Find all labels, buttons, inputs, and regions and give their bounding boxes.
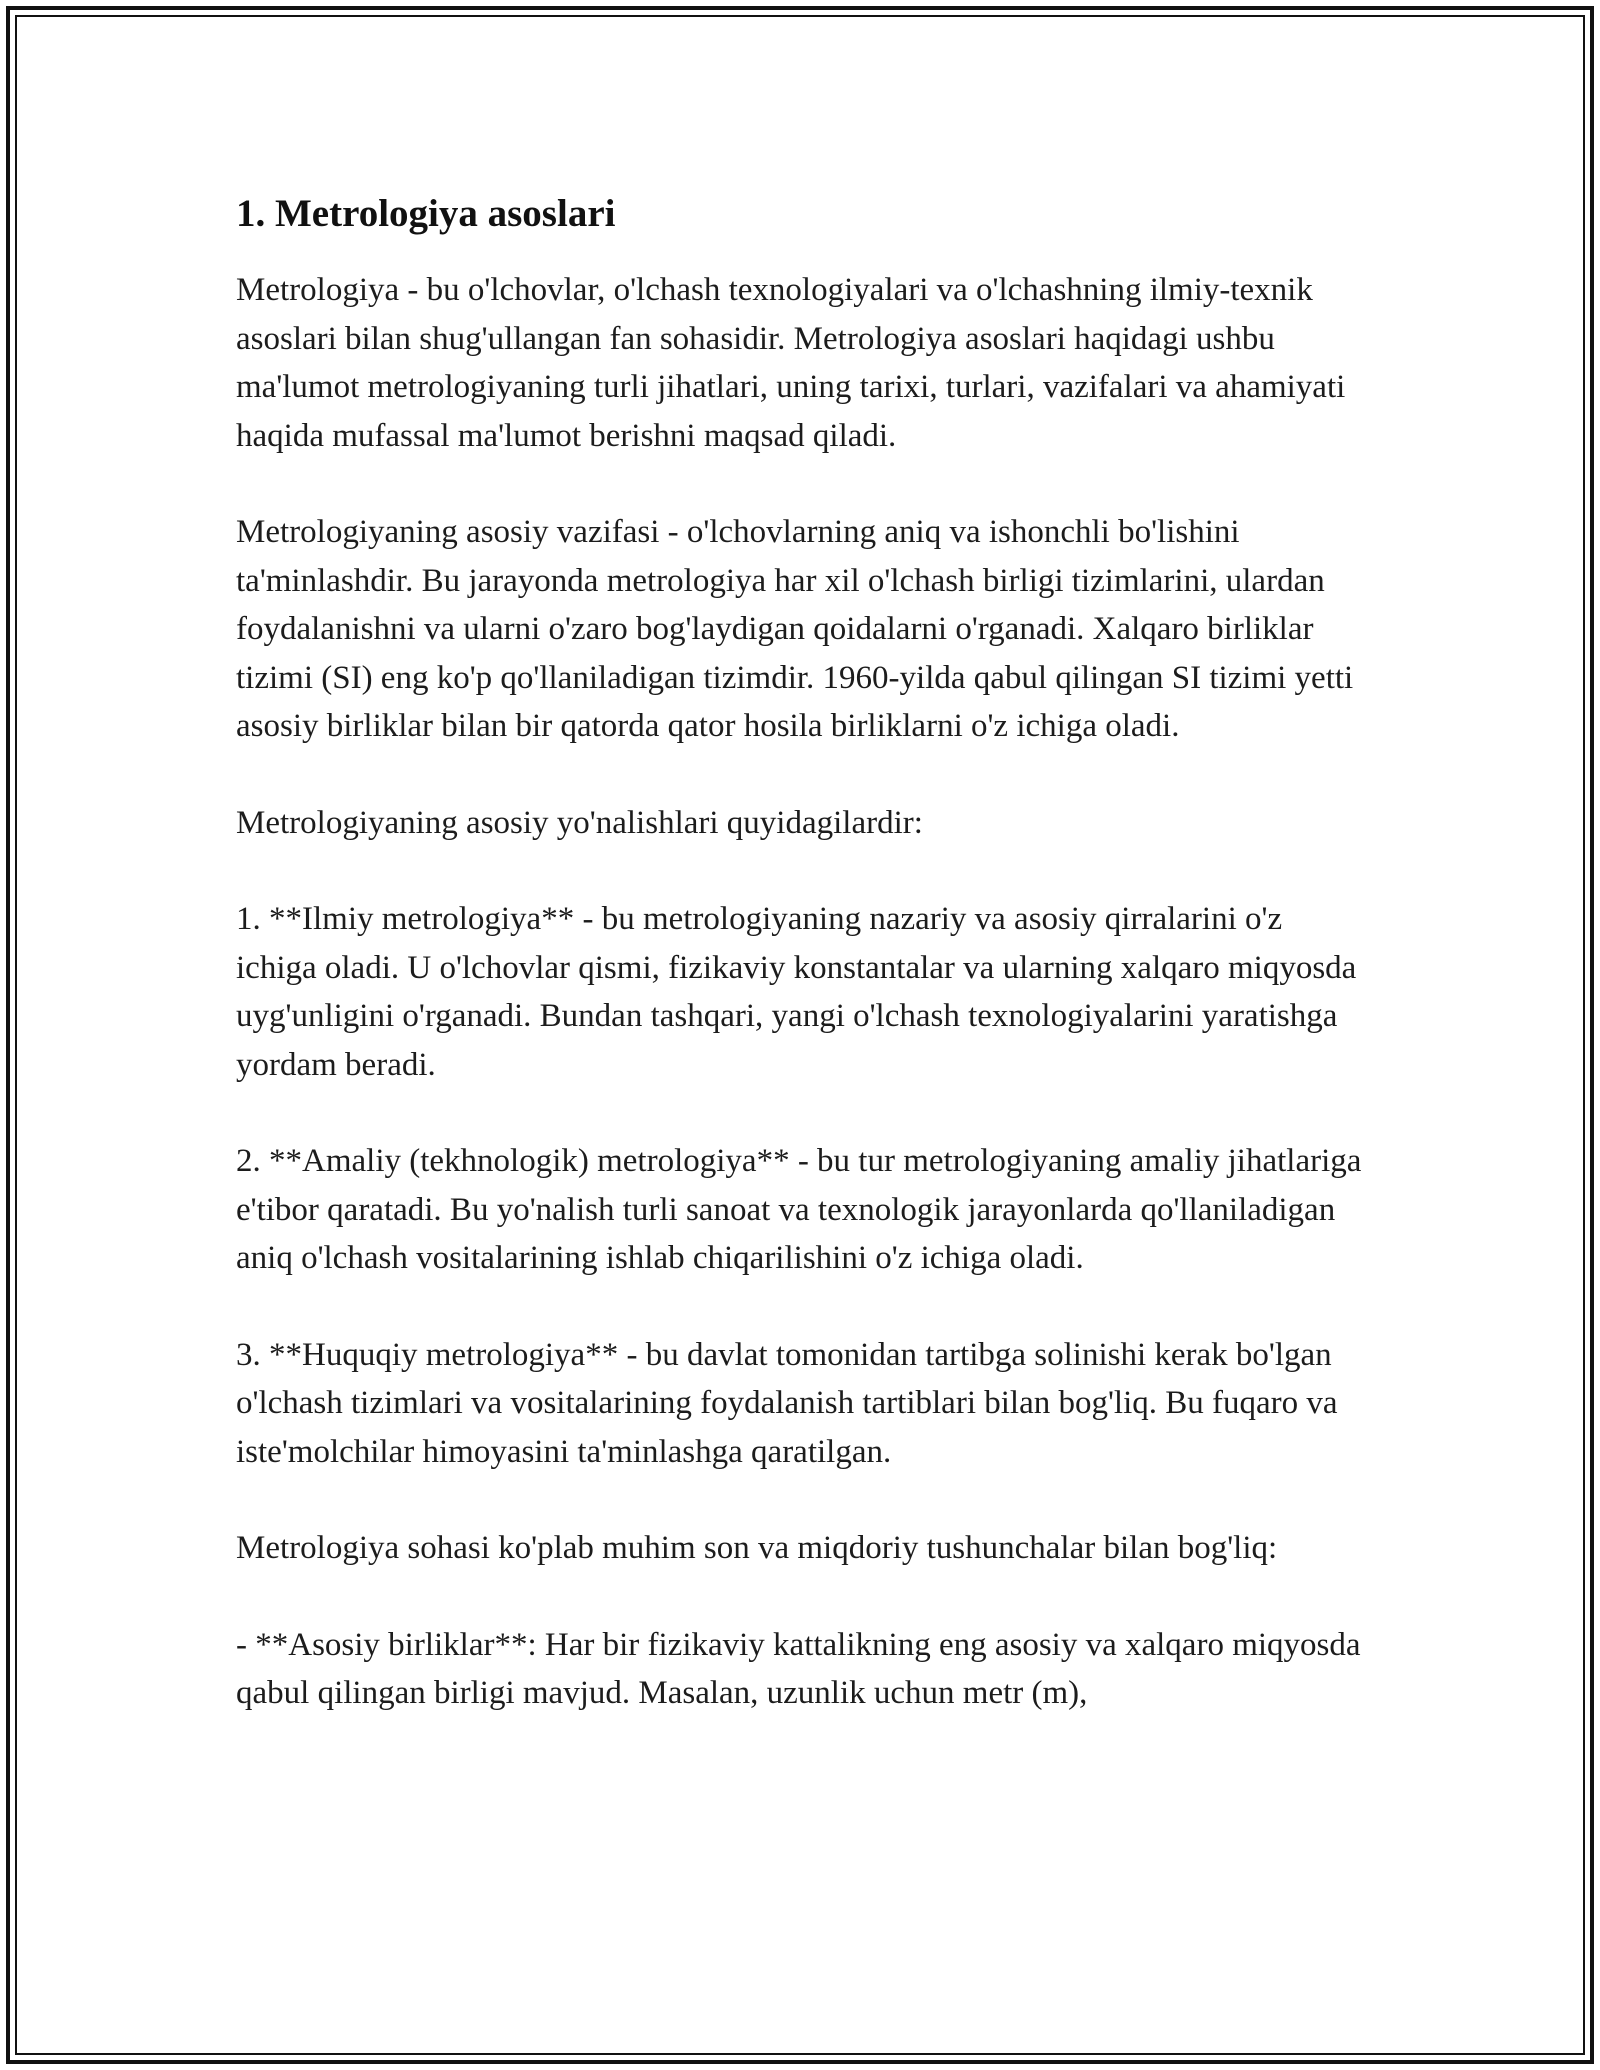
paragraph-main-task: Metrologiyaning asosiy vazifasi - o'lchovlarning aniq va ishonchli bo'lishini ta'minlashdir. Bu jarayonda metrologiya har xil o'lchash birligi tizimlarini, ulardan foydalanishni va ularni o'zaro bog'laydigan qoidalarni o'rganadi. Xalqaro birliklar tizimi (SI) eng ko'p qo'llaniladigan tizimdir. 1960-yilda qabul qilingan SI tizimi yetti asosiy birliklar bilan bir qatorda qator hosila birliklarni o'z ichiga oladi. — [236, 514, 1354, 744]
paragraph-base-units: - **Asosiy birliklar**: Har bir fizikaviy kattalikning eng asosiy va xalqaro miqyosda qabul qilingan birligi mavjud. Masalan, uzunlik uchun metr (m), — [236, 1626, 1361, 1711]
paragraph-scientific-metrology: 1. **Ilmiy metrologiya** - bu metrologiyaning nazariy va asosiy qirralarini o'z ichiga oladi. U o'lchovlar qismi, fizikaviy konstantalar va ularning xalqaro miqyosda uyg'unligini o'rganadi. Bundan tashqari, yangi o'lchash texnologiyalarini yaratishga yordam beradi. — [236, 901, 1357, 1083]
paragraph-directions-intro: Metrologiyaning asosiy yo'nalishlari quyidagilardir: — [236, 804, 923, 841]
paragraph-applied-metrology: 2. **Amaliy (tekhnologik) metrologiya** - bu tur metrologiyaning amaliy jihatlariga e'tibor qaratadi. Bu yo'nalish turli sanoat va texnologik jarayonlarda qo'llaniladigan aniq o'lchash vositalarining ishlab chiqarilishini o'z ichiga oladi. — [236, 1143, 1362, 1276]
paragraph-legal-metrology: 3. **Huquqiy metrologiya** - bu davlat tomonidan tartibga solinishi kerak bo'lgan o'lchash tizimlari va vositalarining foydalanish tartiblari bilan bog'liq. Bu fuqaro va iste'molchilar himoyasini ta'minlashga qaratilgan. — [236, 1336, 1338, 1470]
paragraph-intro: Metrologiya - bu o'lchovlar, o'lchash texnologiyalari va o'lchashning ilmiy-texnik asoslari bilan shug'ullangan fan sohasidir. Metrologiya asoslari haqidagi ushbu ma'lumot metrologiyaning turli jihatlari, uning tarixi, turlari, vazifalari va ahamiyati haqida mufassal ma'lumot berishni maqsad qiladi. — [236, 272, 1346, 454]
page-title: 1. Metrologiya asoslari — [236, 192, 616, 235]
paragraph-concepts-intro: Metrologiya sohasi ko'plab muhim son va miqdoriy tushunchalar bilan bog'liq: — [236, 1530, 1278, 1566]
document-body — [236, 188, 1366, 1766]
